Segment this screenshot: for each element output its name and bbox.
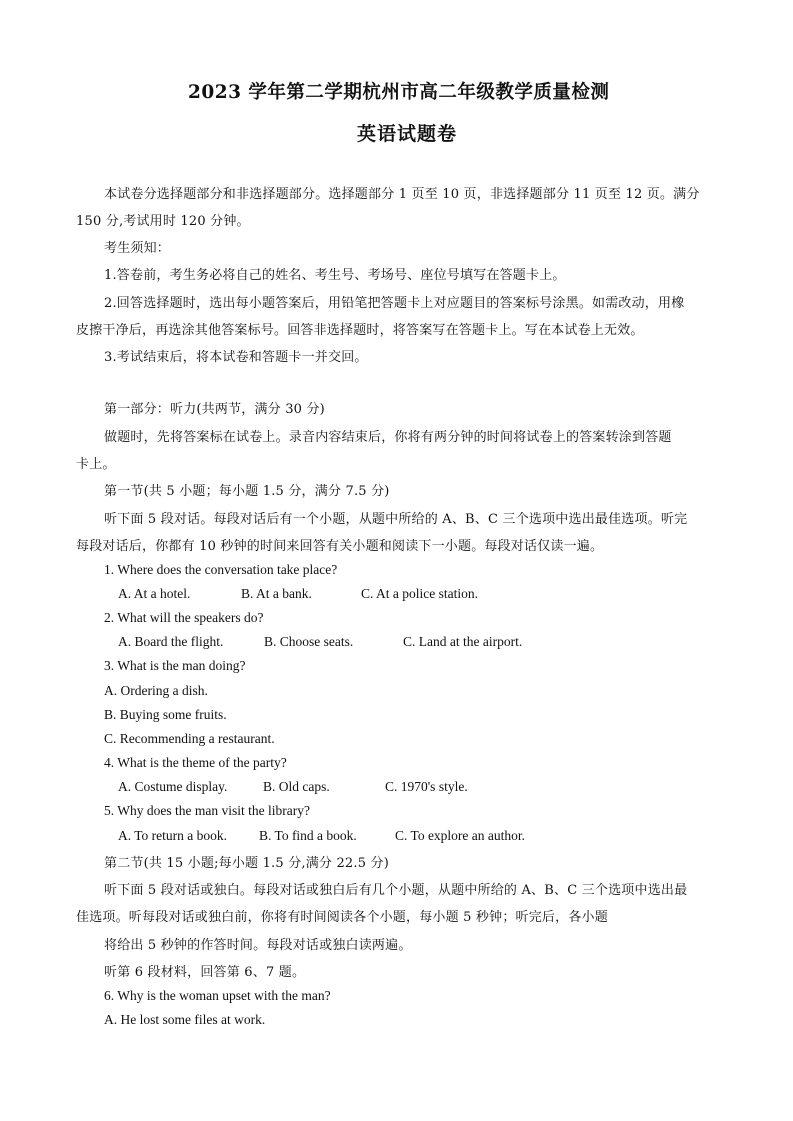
page-subtitle: 英语试题卷 [357, 123, 458, 145]
q4-option-b: B. Old caps. [263, 779, 330, 794]
question-5: 5. Why does the man visit the library? [104, 803, 310, 818]
q2-option-b: B. Choose seats. [264, 634, 354, 649]
q3-option-c: C. Recommending a restaurant. [104, 731, 275, 746]
notice-item-3: 3.考试结束后，将本试卷和答题卡一并交回。 [104, 350, 368, 365]
question-6: 6. Why is the woman upset with the man? [104, 988, 331, 1003]
q3-option-b: B. Buying some fruits. [104, 707, 227, 722]
section2-instr-b: 佳选项。听每段对话或独白前，你将有时间阅读各个小题，每小题 5 秒钟；听完后，各小题 [76, 910, 608, 925]
section2-instr-a: 听下面 5 段对话或独白。每段对话或独白后有几个小题，从题中所给的 A、B、C 三个选项中选出最 [104, 883, 688, 898]
q1-option-a: A. At a hotel. [118, 586, 191, 601]
q4-option-c: C. 1970's style. [385, 779, 468, 794]
q5-option-b: B. To find a book. [259, 828, 357, 843]
section1-heading: 第一节(共 5 小题；每小题 1.5 分，满分 7.5 分) [104, 484, 390, 499]
question-4: 4. What is the theme of the party? [104, 755, 287, 770]
material-6-heading: 听第 6 段材料，回答第 6、7 题。 [104, 965, 306, 980]
section2-heading: 第二节(共 15 小题;每小题 1.5 分,满分 22.5 分) [104, 856, 390, 871]
q5-option-a: A. To return a book. [118, 828, 228, 843]
notice-item-1: 1.答卷前，考生务必将自己的姓名、考生号、考场号、座位号填写在答题卡上。 [104, 268, 566, 283]
section1-instr-a: 听下面 5 段对话。每段对话后有一个小题，从题中所给的 A、B、C 三个选项中选出最佳选项。听完 [104, 512, 688, 527]
q3-option-a: A. Ordering a dish. [104, 683, 208, 698]
part1-heading: 第一部分：听力(共两节，满分 30 分) [104, 402, 325, 417]
q2-option-c: C. Land at the airport. [403, 634, 523, 649]
intro-line-1: 本试卷分选择题部分和非选择题部分。选择题部分 1 页至 10 页，非选择题部分 11 页至 12 页。满分 [104, 187, 700, 202]
section1-instr-b: 每段对话后，你都有 10 秒钟的时间来回答有关小题和阅读下一小题。每段对话仅读一遍。 [76, 539, 604, 554]
section2-instr-c: 将给出 5 秒钟的作答时间。每段对话或独白读两遍。 [104, 938, 412, 953]
q2-option-a: A. Board the flight. [118, 634, 224, 649]
question-1: 1. Where does the conversation take place? [104, 562, 338, 577]
q1-option-c: C. At a police station. [361, 586, 478, 601]
question-3: 3. What is the man doing? [104, 658, 246, 673]
notice-item-2a: 2.回答选择题时，选出每小题答案后，用铅笔把答题卡上对应题目的答案标号涂黑。如需改动，用橡 [104, 296, 685, 311]
notice-heading: 考生须知： [104, 241, 171, 256]
q6-option-a: A. He lost some files at work. [104, 1012, 266, 1027]
notice-item-2b: 皮擦干净后，再选涂其他答案标号。回答非选择题时，将答案写在答题卡上。写在本试卷上无效。 [76, 323, 644, 338]
q5-option-c: C. To explore an author. [395, 828, 526, 843]
question-2: 2. What will the speakers do? [104, 610, 264, 625]
part1-instr-b: 卡上。 [76, 457, 116, 472]
part1-instr-a: 做题时，先将答案标在试卷上。录音内容结束后，你将有两分钟的时间将试卷上的答案转涂到答题 [104, 430, 672, 445]
intro-line-2: 150 分,考试用时 120 分钟。 [76, 214, 250, 229]
q4-option-a: A. Costume display. [118, 779, 228, 794]
page-title: 2023 学年第二学期杭州市高二年级教学质量检测 [188, 82, 610, 103]
q1-option-b: B. At a bank. [241, 586, 312, 601]
